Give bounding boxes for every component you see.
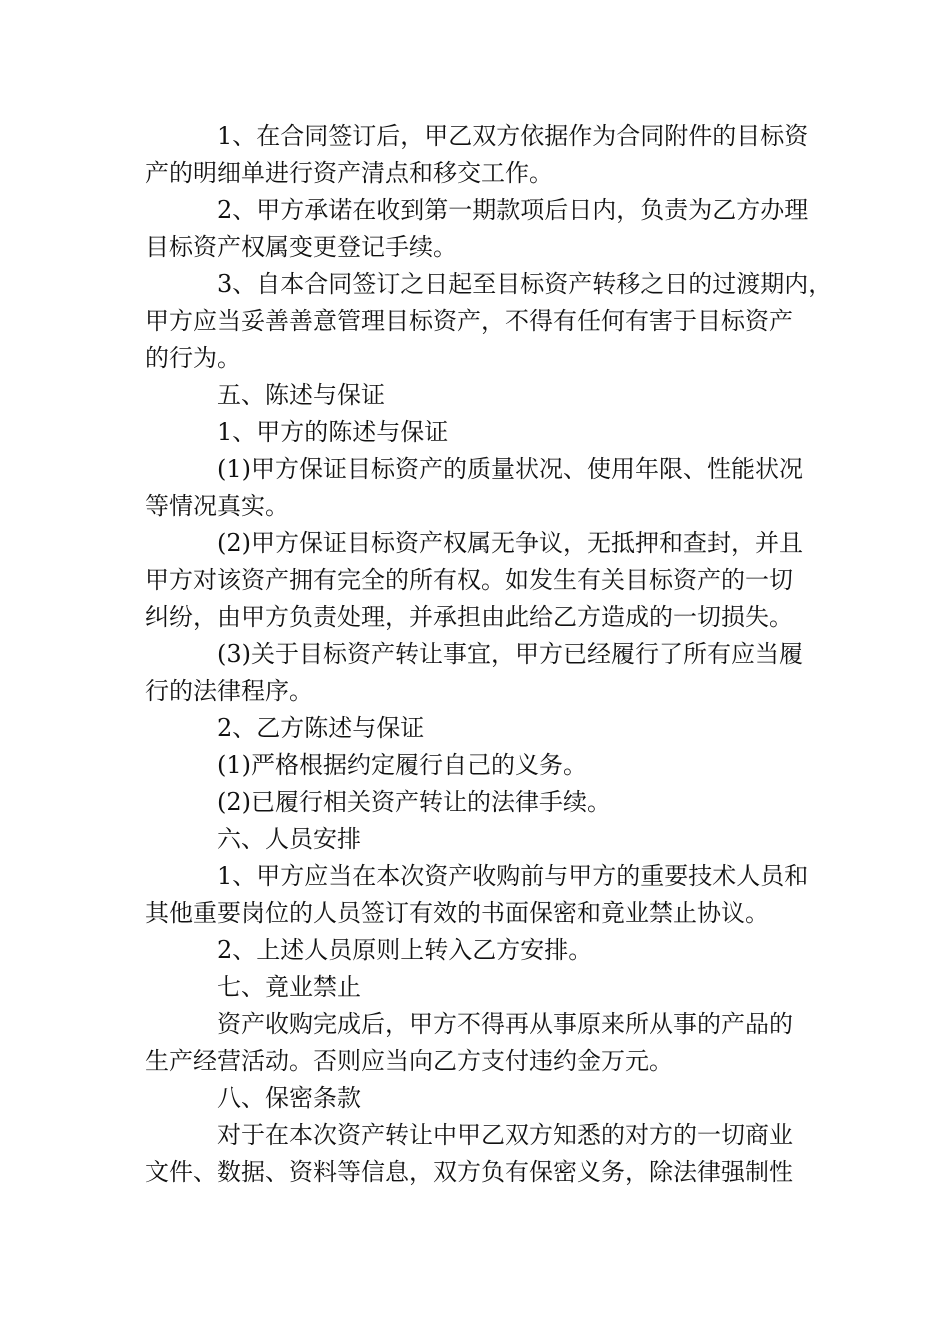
- section-heading: 五、陈述与保证: [217, 381, 385, 409]
- text-line: 行的法律程序。: [145, 677, 313, 705]
- subsection-heading: 2、乙方陈述与保证: [217, 714, 425, 742]
- text-line: 甲方对该资产拥有完全的所有权。如发生有关目标资产的一切: [145, 566, 793, 594]
- text-line: (1)严格根据约定履行自己的义务。: [217, 751, 587, 779]
- section-heading: 七、竟业禁止: [217, 973, 361, 1001]
- text-line: 生产经营活动。否则应当向乙方支付违约金万元。: [145, 1047, 673, 1075]
- text-line: 纠纷，由甲方负责处理，并承担由此给乙方造成的一切损失。: [145, 603, 793, 631]
- text-line: 对于在本次资产转让中甲乙双方知悉的对方的一切商业: [217, 1121, 793, 1149]
- text-line: (1)甲方保证目标资产的质量状况、使用年限、性能状况: [217, 455, 803, 483]
- subsection-heading: 1、甲方的陈述与保证: [217, 418, 449, 446]
- text-line: (2)甲方保证目标资产权属无争议，无抵押和查封，并且: [217, 529, 803, 557]
- text-line: (2)已履行相关资产转让的法律手续。: [217, 788, 611, 816]
- text-line: (3)关于目标资产转让事宜，甲方已经履行了所有应当履: [217, 640, 803, 668]
- text-line: 2、甲方承诺在收到第一期款项后日内，负责为乙方办理: [217, 196, 809, 224]
- text-line: 产的明细单进行资产清点和移交工作。: [145, 159, 553, 187]
- text-line: 的行为。: [145, 344, 241, 372]
- text-line: 3、自本合同签订之日起至目标资产转移之日的过渡期内，: [217, 270, 833, 298]
- text-line: 等情况真实。: [145, 492, 289, 520]
- text-line: 1、在合同签订后，甲乙双方依据作为合同附件的目标资: [217, 122, 809, 150]
- text-line: 1、甲方应当在本次资产收购前与甲方的重要技术人员和: [217, 862, 809, 890]
- text-line: 目标资产权属变更登记手续。: [145, 233, 457, 261]
- section-heading: 六、人员安排: [217, 825, 361, 853]
- text-line: 资产收购完成后，甲方不得再从事原来所从事的产品的: [217, 1010, 793, 1038]
- document-page: [145, 118, 833, 1191]
- text-line: 甲方应当妥善善意管理目标资产，不得有任何有害于目标资产: [145, 307, 793, 335]
- text-line: 2、上述人员原则上转入乙方安排。: [217, 936, 593, 964]
- text-line: 文件、数据、资料等信息，双方负有保密义务，除法律强制性: [145, 1158, 793, 1186]
- text-line: 其他重要岗位的人员签订有效的书面保密和竟业禁止协议。: [145, 899, 769, 927]
- section-heading: 八、保密条款: [217, 1084, 361, 1112]
